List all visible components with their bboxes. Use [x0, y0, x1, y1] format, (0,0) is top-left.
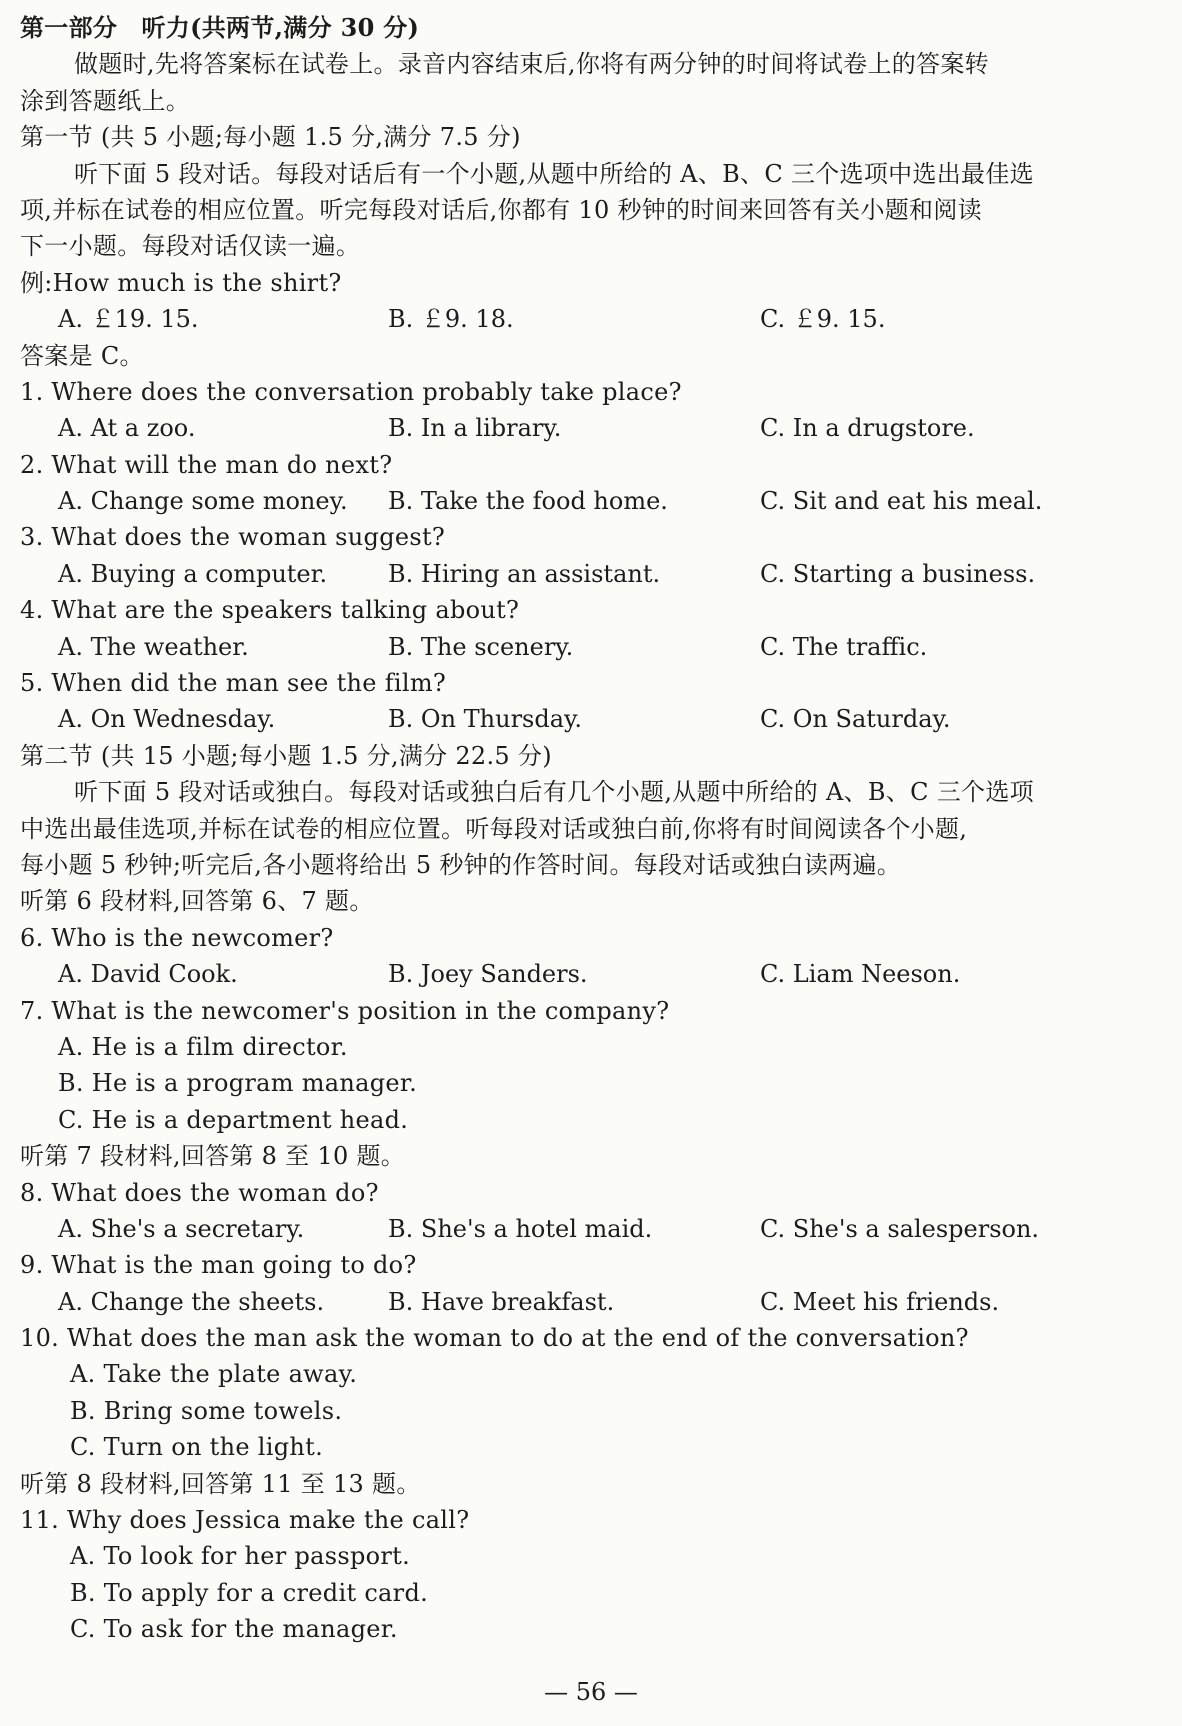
question-options: [20, 1284, 1164, 1320]
option-b: B. She's a hotel maid.: [388, 1214, 653, 1243]
option-b: B. To apply for a credit card.: [70, 1578, 429, 1607]
option-a: A. Buying a computer.: [58, 559, 328, 588]
question-options: [20, 956, 1164, 992]
option-c: C. Sit and eat his meal.: [760, 487, 1043, 516]
example-answer: 答案是 C。: [20, 341, 144, 370]
option-b: B. Hiring an assistant.: [388, 559, 661, 588]
question: 2. What will the man do next?: [20, 450, 393, 479]
question: 6. Who is the newcomer?: [20, 923, 334, 952]
option-b: B. Have breakfast.: [388, 1287, 615, 1316]
option-b: B. Take the food home.: [388, 487, 668, 516]
question: 9. What is the man going to do?: [20, 1251, 417, 1280]
question: 8. What does the woman do?: [20, 1178, 379, 1207]
option-c: C. He is a department head.: [58, 1105, 409, 1134]
question-options: [20, 1211, 1164, 1247]
option-b: B. The scenery.: [388, 632, 574, 661]
instruction-line: 听下面 5 段对话或独白。每段对话或独白后有几个小题,从题中所给的 A、B、C 三个选项: [74, 778, 1034, 807]
material-heading: 听第 8 段材料,回答第 11 至 13 题。: [20, 1469, 421, 1498]
part-title: 第一部分 听力(共两节,满分 30 分): [20, 13, 420, 42]
option-c: C. The traffic.: [760, 632, 928, 661]
option-a: A. He is a film director.: [58, 1032, 348, 1061]
option-b: B. ￡9. 18.: [388, 305, 514, 334]
option-b: B. He is a program manager.: [58, 1069, 417, 1098]
instruction-line: 每小题 5 秒钟;听完后,各小题将给出 5 秒钟的作答时间。每段对话或独白读两遍。: [20, 850, 902, 879]
material-heading: 听第 6 段材料,回答第 6、7 题。: [20, 887, 374, 916]
question-options: [20, 701, 1164, 737]
option-b: B. On Thursday.: [388, 705, 583, 734]
intro-line: 涂到答题纸上。: [20, 86, 191, 115]
question-options: [20, 483, 1164, 519]
instruction-line: 听下面 5 段对话。每段对话后有一个小题,从题中所给的 A、B、C 三个选项中选出最佳选: [74, 159, 1034, 188]
question-options: [20, 629, 1164, 665]
option-c: C. Starting a business.: [760, 559, 1036, 588]
option-c: C. Liam Neeson.: [760, 960, 961, 989]
section-title: 第二节 (共 15 小题;每小题 1.5 分,满分 22.5 分): [20, 741, 552, 770]
option-b: B. In a library.: [388, 414, 562, 443]
option-c: C. In a drugstore.: [760, 414, 975, 443]
example-options: [20, 301, 1164, 337]
question: 11. Why does Jessica make the call?: [20, 1506, 470, 1535]
intro-line: 做题时,先将答案标在试卷上。录音内容结束后,你将有两分钟的时间将试卷上的答案转: [74, 50, 989, 79]
section-title: 第一节 (共 5 小题;每小题 1.5 分,满分 7.5 分): [20, 123, 521, 152]
option-b: B. Joey Sanders.: [388, 960, 588, 989]
question-options: [20, 556, 1164, 592]
example-question: 例:How much is the shirt?: [20, 268, 342, 297]
option-c: C. She's a salesperson.: [760, 1214, 1040, 1243]
question: 1. Where does the conversation probably take place?: [20, 377, 682, 406]
option-c: C. Turn on the light.: [70, 1433, 324, 1462]
option-a: A. She's a secretary.: [58, 1214, 305, 1243]
option-a: A. Take the plate away.: [70, 1360, 358, 1389]
question-options: [20, 410, 1164, 446]
option-a: A. Change some money.: [58, 487, 348, 516]
option-a: A. Change the sheets.: [58, 1287, 325, 1316]
option-a: A. David Cook.: [58, 960, 238, 989]
question: 4. What are the speakers talking about?: [20, 596, 520, 625]
option-c: C. Meet his friends.: [760, 1287, 1000, 1316]
instruction-line: 中选出最佳选项,并标在试卷的相应位置。听每段对话或独白前,你将有时间阅读各个小题,: [20, 814, 968, 843]
page-number: — 56 —: [544, 1678, 638, 1706]
question: 5. When did the man see the film?: [20, 669, 447, 698]
option-a: A. The weather.: [58, 632, 249, 661]
option-c: C. On Saturday.: [760, 705, 951, 734]
option-c: C. To ask for the manager.: [70, 1615, 398, 1644]
option-b: B. Bring some towels.: [70, 1396, 343, 1425]
option-a: A. On Wednesday.: [58, 705, 276, 734]
option-a: A. To look for her passport.: [70, 1542, 411, 1571]
option-a: A. ￡19. 15.: [58, 305, 199, 334]
question: 10. What does the man ask the woman to do at the end of the conversation?: [20, 1324, 969, 1353]
question: 7. What is the newcomer's position in the company?: [20, 996, 670, 1025]
instruction-line: 下一小题。每段对话仅读一遍。: [20, 232, 361, 261]
material-heading: 听第 7 段材料,回答第 8 至 10 题。: [20, 1142, 406, 1171]
option-c: C. ￡9. 15.: [760, 305, 886, 334]
option-a: A. At a zoo.: [58, 414, 196, 443]
question: 3. What does the woman suggest?: [20, 523, 446, 552]
instruction-line: 项,并标在试卷的相应位置。听完每段对话后,你都有 10 秒钟的时间来回答有关小题和阅读: [20, 195, 982, 224]
